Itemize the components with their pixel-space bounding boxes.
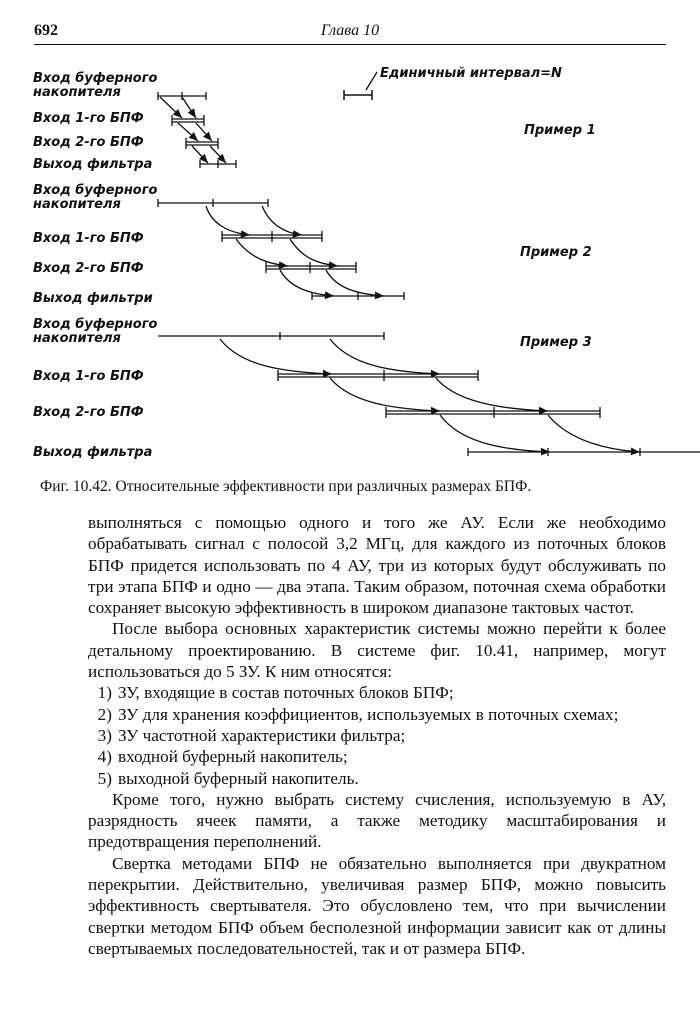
ex1-row4-label: Выход фильтра — [33, 157, 153, 172]
page-header — [34, 22, 666, 45]
ex3-row1-label-b: накопителя — [33, 331, 121, 346]
ex2-title: Пример 2 — [520, 245, 592, 260]
ex1-row3-label: Вход 2-го БПФ — [33, 135, 144, 150]
paragraph-2: После выбора основных характеристик системы можно перейти к более детальному проектированию. В системе фиг. 10.41, например, могут использоваться до 5 ЗУ. К ним относятся: — [88, 619, 666, 682]
ex3-row2-label: Вход 1-го БПФ — [33, 369, 144, 384]
paragraph-3: Кроме того, нужно выбрать систему счисления, используемую в АУ, разрядность ячеек памяти, а также методику масштабирования и предотвращения переполнений. — [88, 789, 666, 852]
list-item: 2) ЗУ для хранения коэффициентов, используемых в поточных схемах; — [97, 704, 619, 724]
list-item: 4) входной буферный накопитель; — [97, 747, 348, 767]
ex2-row1-label-a: Вход буферного — [33, 183, 158, 198]
list-item: 1) ЗУ, входящие в состав поточных блоков БПФ; — [97, 683, 454, 703]
timing-figure — [0, 50, 700, 470]
example-1 — [33, 71, 596, 172]
unit-interval — [344, 66, 562, 100]
ex1-row2-label: Вход 1-го БПФ — [33, 111, 144, 126]
ex1-title: Пример 1 — [524, 123, 596, 138]
list-item: 5) выходной буферный накопитель. — [97, 768, 359, 788]
example-3 — [33, 317, 700, 460]
ex3-row4-label: Выход фильтра — [33, 445, 153, 460]
ex2-row3-label: Вход 2-го БПФ — [33, 261, 144, 276]
body-text — [88, 512, 666, 959]
chapter-title: Глава 10 — [320, 22, 380, 39]
ex1-row1-label-a: Вход буферного — [33, 71, 158, 86]
ex1-row1-label-b: накопителя — [33, 85, 121, 100]
unit-interval-label: Единичный интервал=N — [380, 66, 562, 81]
ex2-row2-label: Вход 1-го БПФ — [33, 231, 144, 246]
example-2 — [33, 183, 592, 306]
ex3-row1-label-a: Вход буферного — [33, 317, 158, 332]
ex2-row1-label-b: накопителя — [33, 197, 121, 212]
paragraph-1: выполняться с помощью одного и того же АУ. Если же необходимо обрабатывать сигнал с полосой 3,2 МГц, для каждого из поточных блоков БПФ придется использовать по 4 АУ, три из которых будут обслуживать по три этапа БПФ и одно — два этапа. Таким образом, поточная схема обработки сохраняет высокую эффективность в широком диапазоне тактовых частот. — [88, 513, 666, 618]
ex3-title: Пример 3 — [520, 335, 592, 350]
paragraph-4: Свертка методами БПФ не обязательно выполняется при двукратном перекрытии. Действительно, увеличивая размер БПФ, можно повысить эффективность свертывателя. Это обусловлено тем, что при вычислении свертки методом БПФ объем бесполезной информации зависит как от длины свертываемых последовательностей, так и от размера БПФ. — [88, 853, 666, 958]
list-item: 3) ЗУ частотной характеристики фильтра; — [97, 725, 406, 745]
ex2-row4-label: Выход фильтри — [33, 291, 153, 306]
page-number: 692 — [34, 22, 58, 39]
figure-caption: Фиг. 10.42. Относительные эффективности при различных размерах БПФ. — [40, 478, 532, 495]
ex3-row3-label: Вход 2-го БПФ — [33, 405, 144, 420]
